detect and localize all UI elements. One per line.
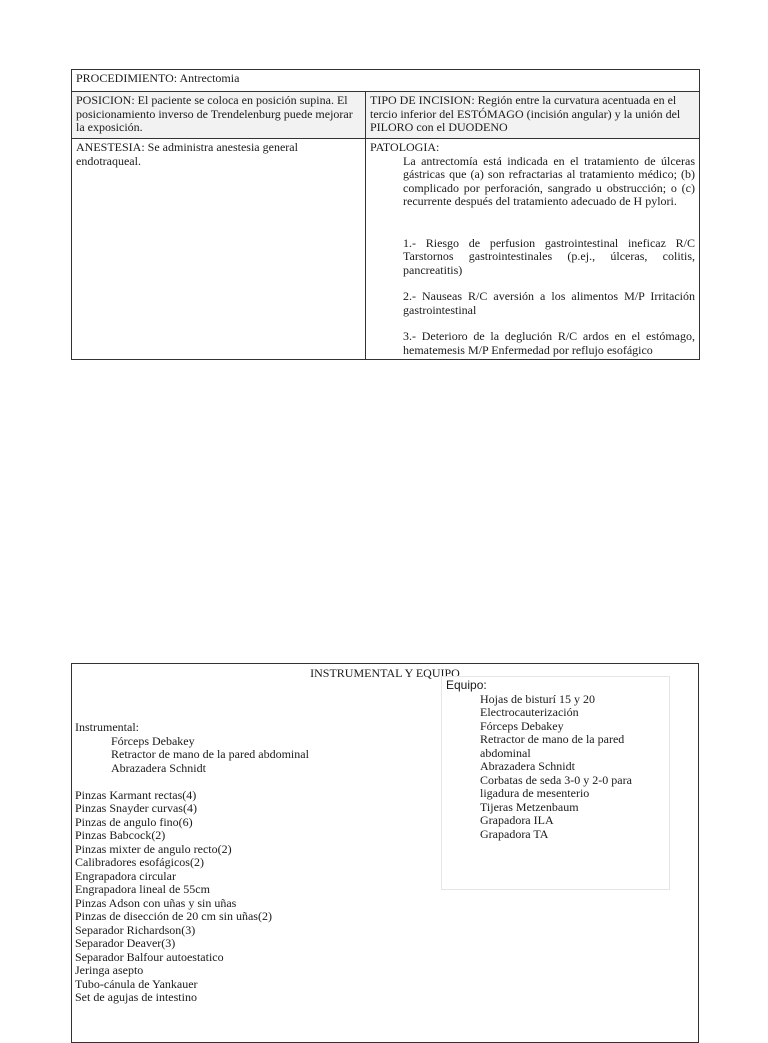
procedure-row — [72, 70, 700, 92]
instrumental-label: Instrumental: — [75, 720, 139, 734]
diagnostico-3: 3.- Deterioro de la deglución R/C ardos en el estómago, hematemesis M/P Enfermedad por reflujo esofágico — [403, 329, 695, 357]
instrumental-list — [75, 721, 435, 1005]
instrumental-item: Jeringa asepto — [75, 963, 144, 977]
patologia-label: PATOLOGIA: — [370, 140, 440, 154]
instrumental-item: Pinzas Snayder curvas(4) — [75, 801, 197, 815]
diagnostico-2: 2.- Nauseas R/C aversión a los alimentos M/P Irritación gastrointestinal — [403, 289, 695, 317]
equipo-item: Hojas de bisturí 15 y 20 — [480, 691, 595, 706]
instrumental-item: Pinzas de disección de 20 cm sin uñas(2) — [75, 909, 272, 923]
equipo-item: Grapadora ILA — [480, 813, 554, 827]
instrumental-item: Separador Richardson(3) — [75, 922, 196, 937]
tipo-incision-cell: TIPO DE INCISION: Región entre la curvatura acentuada en el tercio inferior del ESTÓMAGO (incisión angular) y la unión del PILORO con el DUODENO — [366, 92, 700, 139]
instrumental-item: Pinzas Adson con uñas y sin uñas — [75, 895, 237, 910]
procedure-table — [71, 69, 700, 360]
instrumental-item: Engrapadora circular — [75, 868, 176, 883]
patologia-cell — [366, 139, 700, 360]
instrumental-item: Pinzas Babcock(2) — [75, 828, 166, 842]
instrumental-item: Engrapadora lineal de 55cm — [75, 882, 210, 896]
diagnostico-1: 1.- Riesgo de perfusion gastrointestinal ineficaz R/C Tarstornos gastrointestinales (p.ej., úlceras, colitis, pancreatitis) — [403, 235, 695, 277]
instrumental-indented-item: Retractor de mano de la pared abdominal — [111, 747, 309, 761]
equipo-item: Tijeras Metzenbaum — [480, 799, 579, 814]
equipo-item: Abrazadera Schnidt — [480, 759, 575, 773]
instrumental-item: Pinzas Karmant rectas(4) — [75, 787, 197, 802]
posicion-cell: POSICION: El paciente se coloca en posición supina. El posicionamiento inverso de Trendelenburg puede mejorar la exposición. — [72, 92, 366, 139]
position-incision-row — [72, 92, 700, 139]
procedimiento-cell: PROCEDIMIENTO: Antrectomia — [72, 70, 700, 92]
equipo-item: Grapadora TA — [480, 826, 549, 841]
instrumental-indented-item: Abrazadera Schnidt — [111, 760, 206, 775]
anestesia-cell: ANESTESIA: Se administra anestesia general endotraqueal. — [72, 139, 366, 360]
instrumental-equipo-box — [71, 663, 699, 1043]
instrumental-item: Pinzas de angulo fino(6) — [75, 814, 193, 829]
instrumental-item: Set de agujas de intestino — [75, 990, 197, 1004]
equipo-item: Corbatas de seda 3-0 y 2-0 para ligadura de mesenterio — [480, 772, 632, 800]
anesthesia-pathology-row — [72, 139, 700, 360]
equipo-label: Equipo: — [446, 678, 487, 692]
instrumental-item: Calibradores esofágicos(2) — [75, 855, 204, 869]
instrumental-indented-item: Fórceps Debakey — [111, 733, 195, 748]
instrumental-item: Separador Deaver(3) — [75, 936, 176, 950]
equipo-item: Electrocauterización — [480, 705, 579, 719]
patologia-intro: La antrectomía está indicada en el tratamiento de úlceras gástricas que (a) son refractarias al tratamiento médico; (b) complicado por perforación, sangrado u obstrucción; o (c) recurrente después del tratamiento adecuado de H pylori. — [403, 153, 695, 208]
instrumental-item: Pinzas mixter de angulo recto(2) — [75, 841, 232, 856]
equipo-box — [441, 676, 670, 890]
instrumental-item: Separador Balfour autoestatico — [75, 949, 224, 964]
equipo-item: Retractor de mano de la pared abdominal — [480, 732, 625, 760]
instrumental-equipo-title: INSTRUMENTAL Y EQUIPO — [310, 666, 460, 680]
equipo-item: Fórceps Debakey — [480, 718, 564, 733]
instrumental-item: Tubo-cánula de Yankauer — [75, 976, 198, 991]
equipo-list — [442, 693, 665, 842]
